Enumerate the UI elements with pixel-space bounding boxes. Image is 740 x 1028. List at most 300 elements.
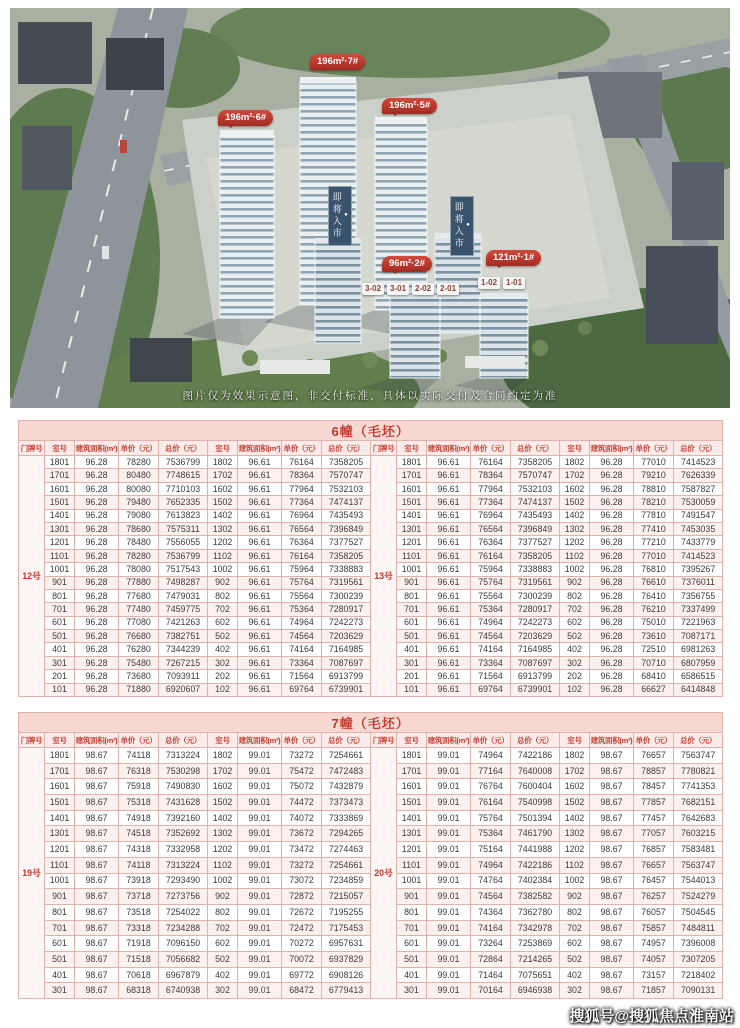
cell: 7338883 (322, 563, 371, 576)
cell: 7435493 (511, 509, 560, 522)
cell: 71564 (282, 670, 322, 683)
cell: 98.67 (75, 857, 119, 873)
cell: 6908126 (322, 967, 371, 983)
cell: 1401 (397, 509, 427, 522)
cell: 99.01 (238, 873, 282, 889)
cell: 1101 (397, 857, 427, 873)
cell: 96.28 (75, 616, 119, 629)
cell: 99.01 (238, 889, 282, 905)
cell: 202 (208, 670, 238, 683)
cell: 96.61 (427, 670, 471, 683)
cell: 6739901 (511, 683, 560, 696)
cell: 99.01 (427, 748, 471, 764)
cell: 7294265 (322, 826, 371, 842)
cell: 801 (45, 589, 75, 602)
column-header: 门牌号 (19, 733, 45, 748)
cell: 1302 (560, 826, 590, 842)
cell: 96.28 (590, 683, 634, 696)
cell: 76364 (471, 536, 511, 549)
cell: 76564 (471, 522, 511, 535)
cell: 7300239 (511, 589, 560, 602)
cell: 76964 (282, 509, 322, 522)
cell: 96.28 (75, 469, 119, 482)
cell: 7221963 (674, 616, 723, 629)
cell: 96.28 (75, 683, 119, 696)
cell: 1601 (397, 779, 427, 795)
column-header: 室号 (45, 733, 75, 748)
cell: 74964 (471, 857, 511, 873)
cell: 7319561 (511, 576, 560, 589)
cell: 802 (560, 904, 590, 920)
cell: 101 (397, 683, 427, 696)
cell: 77164 (471, 763, 511, 779)
cell: 74072 (282, 810, 322, 826)
cell: 1601 (397, 482, 427, 495)
cell: 96.61 (427, 576, 471, 589)
column-header: 建筑面积(m²) (590, 733, 634, 748)
column-header: 门牌号 (371, 441, 397, 456)
cell: 6957631 (322, 936, 371, 952)
cell: 96.28 (75, 670, 119, 683)
aerial-photo-scene (10, 8, 730, 408)
cell: 96.61 (238, 469, 282, 482)
cell: 96.61 (238, 643, 282, 656)
cell: 1001 (397, 563, 427, 576)
cell: 98.67 (590, 763, 634, 779)
cell: 1701 (45, 469, 75, 482)
column-header: 单价（元） (282, 733, 322, 748)
cell: 1301 (397, 522, 427, 535)
cell: 601 (397, 936, 427, 952)
cell: 69772 (282, 967, 322, 983)
cell: 1201 (45, 536, 75, 549)
cell: 6913799 (322, 670, 371, 683)
unit-tag: 3-02 (362, 283, 384, 295)
cell: 76164 (471, 456, 511, 469)
cell: 1601 (45, 779, 75, 795)
cell: 602 (560, 616, 590, 629)
cell: 1401 (45, 509, 75, 522)
cell: 1802 (208, 748, 238, 764)
cell: 7484811 (674, 920, 723, 936)
cell: 302 (208, 656, 238, 669)
cell: 7402384 (511, 873, 560, 889)
cell: 78857 (634, 763, 674, 779)
cell: 7544013 (674, 873, 723, 889)
cell: 7441988 (511, 842, 560, 858)
cell: 1301 (45, 522, 75, 535)
cell: 78280 (119, 549, 159, 562)
cell: 7433779 (674, 536, 723, 549)
cell: 76257 (634, 889, 674, 905)
cell: 1002 (560, 563, 590, 576)
cell: 7710103 (159, 482, 208, 495)
cell: 77457 (634, 810, 674, 826)
cell: 1802 (560, 456, 590, 469)
cell: 7319561 (322, 576, 371, 589)
cell: 78680 (119, 522, 159, 535)
cell: 901 (397, 889, 427, 905)
cell: 1202 (208, 536, 238, 549)
column-header: 室号 (560, 733, 590, 748)
cell: 1501 (397, 496, 427, 509)
cell: 1502 (208, 496, 238, 509)
cell: 73272 (282, 857, 322, 873)
cell: 6586515 (674, 670, 723, 683)
cell: 98.67 (75, 842, 119, 858)
cell: 74318 (119, 842, 159, 858)
cell: 73072 (282, 873, 322, 889)
cell: 7570747 (511, 469, 560, 482)
cell: 7603215 (674, 826, 723, 842)
column-header: 总价（元） (674, 441, 723, 456)
cell: 96.28 (75, 496, 119, 509)
tower-label-2: 96m²·2# (382, 256, 432, 272)
cell: 7613823 (159, 509, 208, 522)
cell: 73680 (119, 670, 159, 683)
cell: 1502 (560, 795, 590, 811)
cell: 7175453 (322, 920, 371, 936)
cell: 7640008 (511, 763, 560, 779)
cell: 7479031 (159, 589, 208, 602)
door-number: 12号 (19, 456, 45, 697)
cell: 98.67 (75, 904, 119, 920)
cell: 7267215 (159, 656, 208, 669)
cell: 7491547 (674, 509, 723, 522)
cell: 7087171 (674, 630, 723, 643)
cell: 7540998 (511, 795, 560, 811)
cell: 7300239 (322, 589, 371, 602)
cell: 1602 (560, 482, 590, 495)
cell: 96.61 (427, 536, 471, 549)
cell: 7652335 (159, 496, 208, 509)
cell: 7392160 (159, 810, 208, 826)
cell: 70618 (119, 967, 159, 983)
cell: 73718 (119, 889, 159, 905)
cell: 7432879 (322, 779, 371, 795)
cell: 7195255 (322, 904, 371, 920)
cell: 7280917 (511, 603, 560, 616)
cell: 1402 (208, 509, 238, 522)
cell: 75472 (282, 763, 322, 779)
cell: 7748615 (159, 469, 208, 482)
column-header: 建筑面积(m²) (238, 441, 282, 456)
cell: 98.67 (590, 748, 634, 764)
cell: 7575311 (159, 522, 208, 535)
cell: 98.67 (75, 936, 119, 952)
cell: 802 (208, 589, 238, 602)
cell: 96.61 (238, 670, 282, 683)
cell: 7741353 (674, 779, 723, 795)
cell: 99.01 (238, 920, 282, 936)
cell: 7358205 (322, 549, 371, 562)
cell: 7056682 (159, 951, 208, 967)
table-title-row (19, 421, 723, 441)
cell: 98.67 (590, 983, 634, 999)
cell: 76610 (634, 576, 674, 589)
cell: 74564 (282, 630, 322, 643)
cell: 76964 (471, 509, 511, 522)
cell: 7377527 (511, 536, 560, 549)
cell: 69764 (471, 683, 511, 696)
cell: 99.01 (238, 904, 282, 920)
cell: 96.28 (75, 630, 119, 643)
cell: 6937829 (322, 951, 371, 967)
cell: 301 (45, 656, 75, 669)
cell: 96.61 (238, 630, 282, 643)
door-number: 13号 (371, 456, 397, 697)
cell: 96.61 (238, 563, 282, 576)
cell: 7373473 (322, 795, 371, 811)
cell: 7356755 (674, 589, 723, 602)
cell: 101 (45, 683, 75, 696)
cell: 99.01 (427, 810, 471, 826)
cell: 6967879 (159, 967, 208, 983)
table-title: 6幢（毛坯） (19, 421, 723, 441)
cell: 96.61 (427, 683, 471, 696)
cell: 68318 (119, 983, 159, 999)
cell: 73610 (634, 630, 674, 643)
cell: 76680 (119, 630, 159, 643)
cell: 96.28 (590, 456, 634, 469)
cell: 75010 (634, 616, 674, 629)
cell: 96.61 (427, 482, 471, 495)
cell: 702 (208, 920, 238, 936)
cell: 99.01 (427, 983, 471, 999)
cell: 73918 (119, 873, 159, 889)
cell: 7337499 (674, 603, 723, 616)
cell: 98.67 (75, 810, 119, 826)
cell: 75857 (634, 920, 674, 936)
cell: 1402 (208, 810, 238, 826)
cell: 66627 (634, 683, 674, 696)
cell: 1802 (560, 748, 590, 764)
cell: 96.61 (427, 616, 471, 629)
cell: 7563747 (674, 857, 723, 873)
cell: 801 (45, 904, 75, 920)
cell: 7536799 (159, 456, 208, 469)
cell: 7358205 (511, 456, 560, 469)
cell: 1702 (208, 763, 238, 779)
cell: 7218402 (674, 967, 723, 983)
cell: 98.67 (590, 936, 634, 952)
cell: 301 (45, 983, 75, 999)
cell: 96.61 (238, 576, 282, 589)
cell: 902 (560, 576, 590, 589)
cell: 602 (208, 616, 238, 629)
cell: 77857 (634, 795, 674, 811)
cell: 7333869 (322, 810, 371, 826)
cell: 701 (45, 603, 75, 616)
unit-tag-row-a (362, 278, 462, 296)
cell: 98.67 (590, 889, 634, 905)
cell: 7376011 (674, 576, 723, 589)
cell: 96.61 (238, 683, 282, 696)
cell: 74518 (119, 826, 159, 842)
cell: 902 (208, 889, 238, 905)
cell: 99.01 (238, 857, 282, 873)
cell: 7490830 (159, 779, 208, 795)
cell: 7096150 (159, 936, 208, 952)
cell: 75072 (282, 779, 322, 795)
cell: 7087697 (511, 656, 560, 669)
cell: 74118 (119, 857, 159, 873)
cell: 1601 (45, 482, 75, 495)
cell: 96.28 (590, 536, 634, 549)
cell: 96.28 (590, 630, 634, 643)
cell: 801 (397, 589, 427, 602)
coming-to-market-ribbon-1: ● 即将入市 (328, 186, 352, 246)
cell: 7504545 (674, 904, 723, 920)
cell: 7532103 (511, 482, 560, 495)
cell: 96.61 (427, 522, 471, 535)
cell: 99.01 (238, 967, 282, 983)
cell: 1302 (560, 522, 590, 535)
cell: 401 (397, 643, 427, 656)
cell: 7313224 (159, 857, 208, 873)
cell: 75364 (282, 603, 322, 616)
cell: 98.67 (75, 779, 119, 795)
cell: 7435493 (322, 509, 371, 522)
cell: 80080 (119, 482, 159, 495)
cell: 76810 (634, 563, 674, 576)
cell: 98.67 (590, 842, 634, 858)
column-header: 建筑面积(m²) (590, 441, 634, 456)
cell: 75918 (119, 779, 159, 795)
cell: 7215057 (322, 889, 371, 905)
column-header: 单价（元） (471, 733, 511, 748)
cell: 74564 (471, 889, 511, 905)
cell: 96.28 (590, 496, 634, 509)
cell: 1102 (560, 857, 590, 873)
cell: 1202 (208, 842, 238, 858)
cell: 1701 (397, 469, 427, 482)
cell: 601 (45, 936, 75, 952)
cell: 96.28 (75, 643, 119, 656)
cell: 98.67 (75, 748, 119, 764)
cell: 96.61 (427, 603, 471, 616)
cell: 7214265 (511, 951, 560, 967)
cell: 76164 (471, 795, 511, 811)
cell: 1401 (45, 810, 75, 826)
cell: 601 (397, 616, 427, 629)
cell: 96.28 (75, 536, 119, 549)
cell: 99.01 (427, 889, 471, 905)
cell: 1602 (560, 779, 590, 795)
cell: 99.01 (238, 810, 282, 826)
cell: 96.28 (590, 670, 634, 683)
cell: 99.01 (238, 951, 282, 967)
cell: 99.01 (427, 936, 471, 952)
cell: 7459775 (159, 603, 208, 616)
cell: 7280917 (322, 603, 371, 616)
cell: 1001 (45, 563, 75, 576)
column-header: 总价（元） (322, 441, 371, 456)
cell: 98.67 (75, 967, 119, 983)
cell: 79080 (119, 509, 159, 522)
cell: 99.01 (427, 920, 471, 936)
cell: 73472 (282, 842, 322, 858)
cell: 6807959 (674, 656, 723, 669)
cell: 7338883 (511, 563, 560, 576)
cell: 902 (560, 889, 590, 905)
cell: 1002 (208, 873, 238, 889)
column-header: 室号 (208, 733, 238, 748)
cell: 1101 (397, 549, 427, 562)
cell: 1002 (560, 873, 590, 889)
cell: 71880 (119, 683, 159, 696)
cell: 98.67 (590, 920, 634, 936)
cell: 74918 (119, 810, 159, 826)
cell: 98.67 (75, 951, 119, 967)
tower-label-7: 196m²·7# (310, 54, 365, 70)
cell: 601 (45, 616, 75, 629)
cell: 7682151 (674, 795, 723, 811)
cell: 96.28 (590, 549, 634, 562)
cell: 801 (397, 904, 427, 920)
cell: 96.61 (427, 469, 471, 482)
cell: 1302 (208, 826, 238, 842)
cell: 7087697 (322, 656, 371, 669)
cell: 1501 (45, 795, 75, 811)
cell: 1101 (45, 549, 75, 562)
cell: 99.01 (238, 842, 282, 858)
cell: 73264 (471, 936, 511, 952)
cell: 72510 (634, 643, 674, 656)
cell: 71564 (471, 670, 511, 683)
cell: 75964 (471, 563, 511, 576)
cell: 96.61 (427, 643, 471, 656)
cell: 901 (45, 576, 75, 589)
column-header: 室号 (397, 733, 427, 748)
cell: 70072 (282, 951, 322, 967)
cell: 99.01 (238, 748, 282, 764)
cell: 1801 (397, 456, 427, 469)
cell: 98.67 (590, 967, 634, 983)
cell: 99.01 (238, 795, 282, 811)
cell: 96.61 (238, 656, 282, 669)
cell: 7517543 (159, 563, 208, 576)
cell: 77810 (634, 509, 674, 522)
cell: 7242273 (511, 616, 560, 629)
cell: 98.67 (590, 857, 634, 873)
cell: 98.67 (590, 779, 634, 795)
cell: 74964 (471, 748, 511, 764)
cell: 1001 (45, 873, 75, 889)
cell: 99.01 (238, 763, 282, 779)
cell: 75318 (119, 795, 159, 811)
cell: 74964 (282, 616, 322, 629)
cell: 75764 (282, 576, 322, 589)
column-header: 单价（元） (634, 733, 674, 748)
cell: 501 (45, 630, 75, 643)
cell: 77480 (119, 603, 159, 616)
cell: 98.67 (590, 904, 634, 920)
cell: 7307205 (674, 951, 723, 967)
cell: 72872 (282, 889, 322, 905)
watermark: 搜狐号@搜狐焦点淮南站 (569, 1008, 734, 1025)
cell: 76657 (634, 857, 674, 873)
cell: 96.28 (590, 576, 634, 589)
cell: 74964 (471, 616, 511, 629)
cell: 401 (45, 643, 75, 656)
cell: 96.28 (75, 549, 119, 562)
column-header: 建筑面积(m²) (427, 733, 471, 748)
cell: 102 (560, 683, 590, 696)
cell: 77880 (119, 576, 159, 589)
cell: 77080 (119, 616, 159, 629)
cell: 74118 (119, 748, 159, 764)
